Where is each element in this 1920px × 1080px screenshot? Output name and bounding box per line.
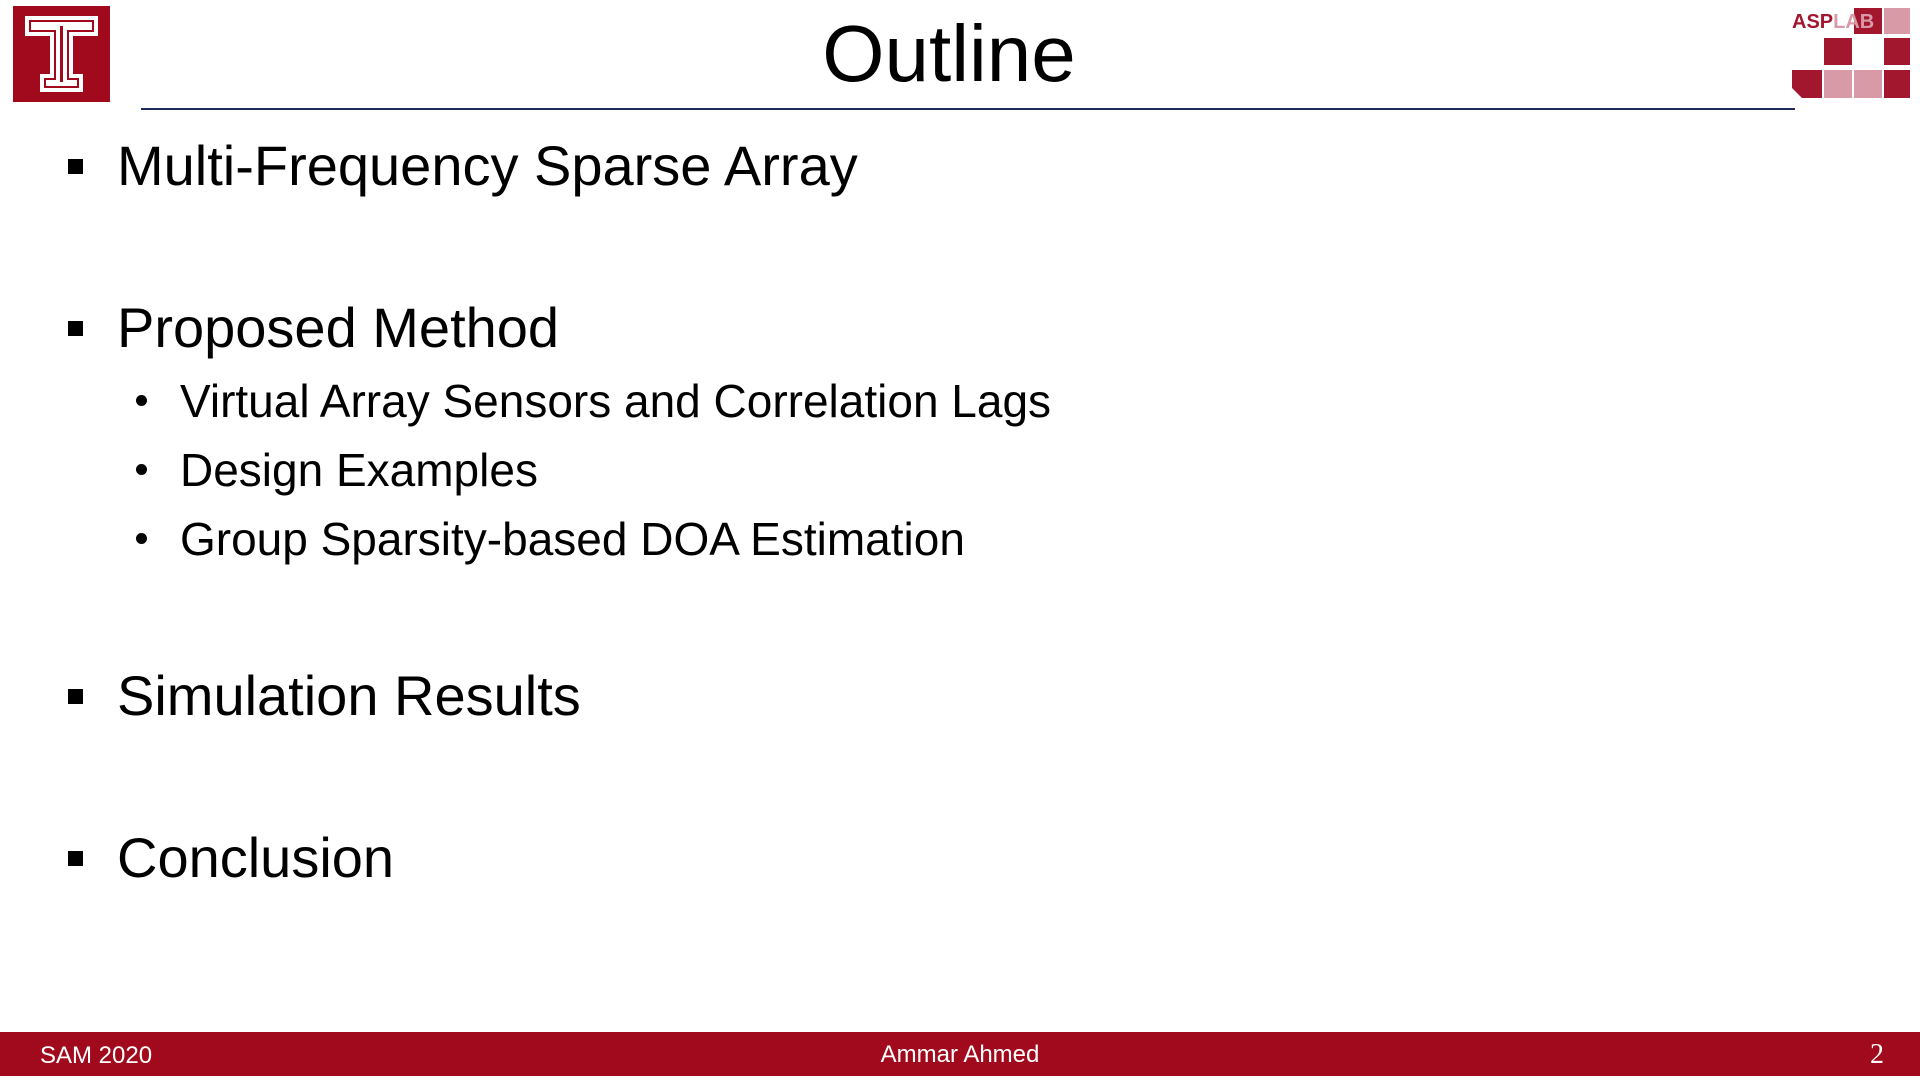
outline-item-label: Proposed Method [117,296,560,359]
square-bullet-icon [68,159,83,174]
round-bullet-icon [136,533,147,544]
conference-label: SAM 2020 [40,1042,153,1069]
round-bullet-icon [136,464,147,475]
title-divider [141,108,1795,110]
outline-item-label: Multi-Frequency Sparse Array [117,134,858,197]
outline-item-label: Simulation Results [117,664,581,727]
asplab-logo [1788,4,1914,100]
outline-item-label: Conclusion [117,826,395,889]
round-bullet-icon [136,395,147,406]
slide-footer [0,1032,1920,1076]
square-bullet-icon [68,321,83,336]
outline-subitem-label: Virtual Array Sensors and Correlation Lags [180,375,1052,427]
square-bullet-icon [68,851,83,866]
outline-subitem-label: Group Sparsity-based DOA Estimation [180,513,965,565]
outline-subitem-label: Design Examples [180,444,538,496]
square-bullet-icon [68,689,83,704]
page-number: 2 [1870,1039,1884,1070]
asplab-logo-text: ASPLAB [1792,11,1875,33]
author-name: Ammar Ahmed [880,1041,1040,1068]
slide-title: Outline [822,9,1076,98]
